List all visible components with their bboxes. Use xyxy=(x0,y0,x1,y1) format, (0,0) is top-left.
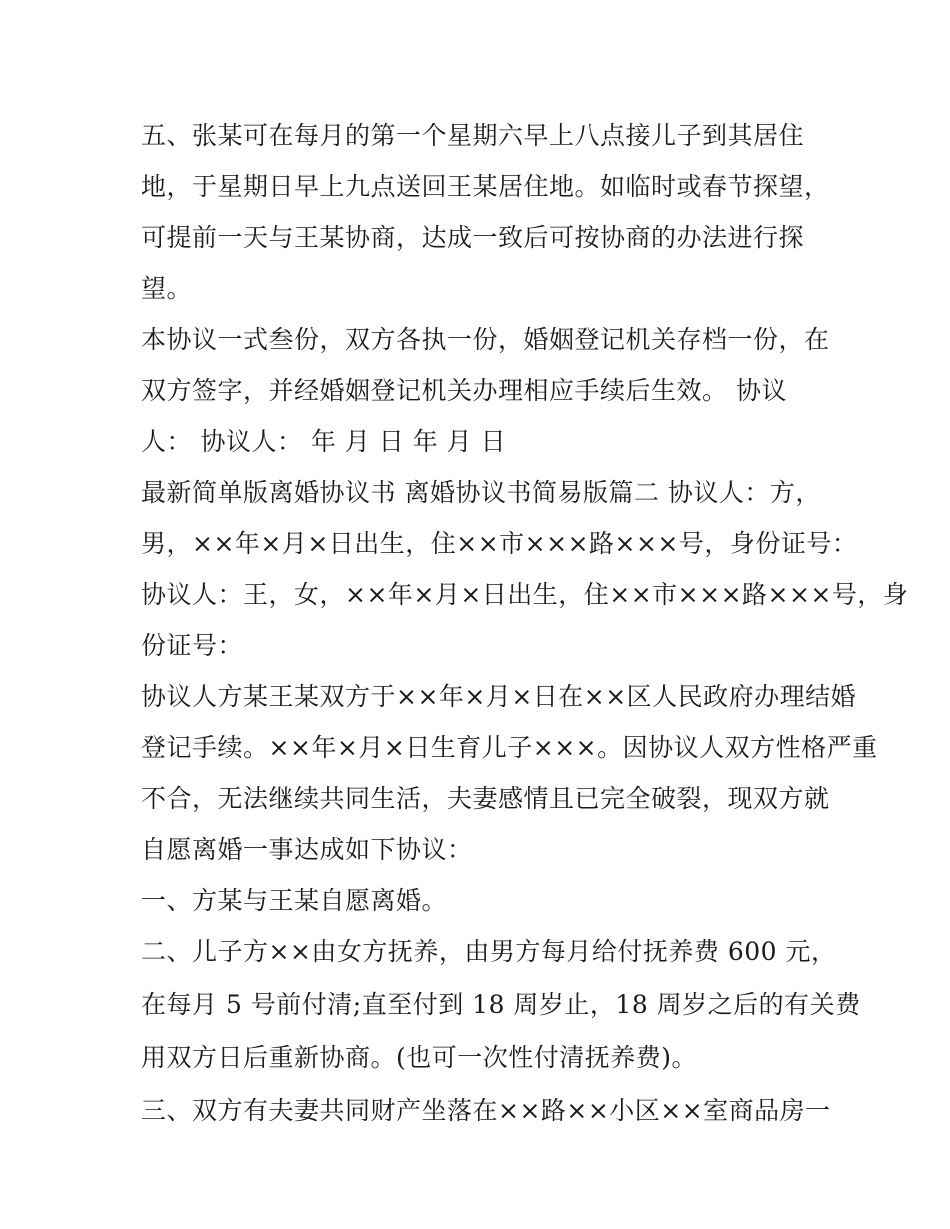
text-line: 二、儿子方××由女方抚养，由男方每月给付抚养费 600 元， xyxy=(141,937,837,966)
text-line: 最新简单版离婚协议书 离婚协议书简易版篇二 协议人：方， xyxy=(141,478,821,507)
text-line: 用双方日后重新协商。(也可一次性付清抚养费)。 xyxy=(141,1043,698,1072)
text-line: 登记手续。××年×月×日生育儿子×××。因协议人双方性格严重 xyxy=(141,733,878,762)
text-line: 在每月 5 号前付清;直至付到 18 周岁止，18 周岁之后的有关费 xyxy=(141,990,861,1019)
text-line: 一、方某与王某自愿离婚。 xyxy=(141,886,448,915)
text-line: 地，于星期日早上九点送回王某居住地。如临时或春节探望， xyxy=(141,172,830,201)
text-line: 望。 xyxy=(141,274,193,303)
text-line: 三、双方有夫妻共同财产坐落在××路××小区××室商品房一 xyxy=(141,1096,831,1125)
text-line: 协议人方某王某双方于××年×月×日在××区人民政府办理结婚 xyxy=(141,682,857,711)
text-line: 人： 协议人： 年 月 日 年 月 日 xyxy=(141,427,507,456)
text-line: 双方签字，并经婚姻登记机关办理相应手续后生效。 协议 xyxy=(141,376,787,405)
document-body xyxy=(141,110,909,1138)
text-line: 男，××年×月×日出生，住××市×××路×××号，身份证号： xyxy=(141,529,858,558)
text-line: 五、张某可在每月的第一个星期六早上八点接儿子到其居住 xyxy=(141,121,805,150)
text-line: 可提前一天与王某协商，达成一致后可按协商的办法进行探 xyxy=(141,223,805,252)
text-line: 自愿离婚一事达成如下协议： xyxy=(141,835,473,864)
text-line: 不合，无法继续共同生活，夫妻感情且已完全破裂，现双方就 xyxy=(141,784,830,813)
text-line: 协议人：王，女，××年×月×日出生，住××市×××路×××号，身 xyxy=(141,580,909,609)
text-line: 份证号： xyxy=(141,631,244,660)
text-line: 本协议一式叁份，双方各执一份，婚姻登记机关存档一份，在 xyxy=(141,325,830,354)
